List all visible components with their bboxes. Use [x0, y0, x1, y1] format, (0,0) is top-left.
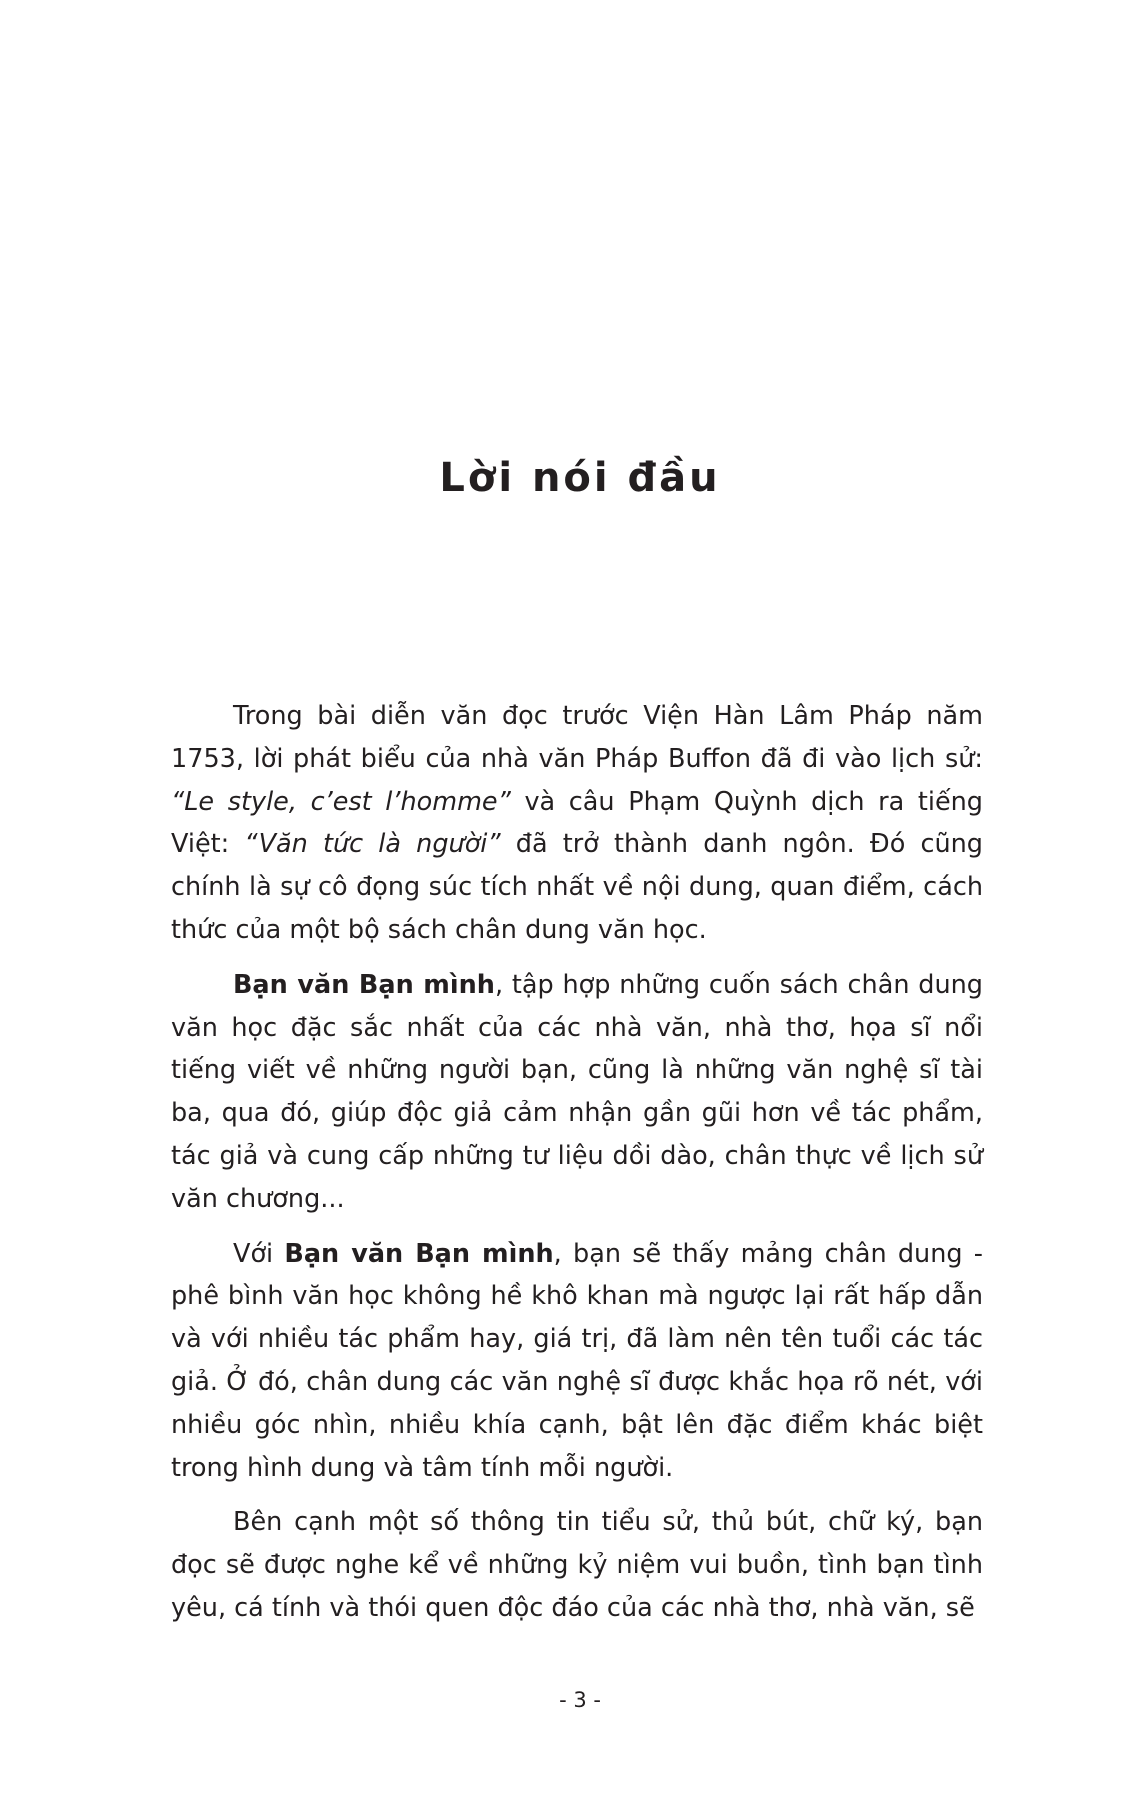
- paragraph-1: [171, 695, 983, 952]
- paragraph-4: [171, 1501, 983, 1629]
- paragraph-1-text: đã trở thành danh ngôn. Đó cũng chính là sự cô đọng súc tích nhất về nội dung, quan điểm, cách thức của một bộ sách chân dung văn học.: [171, 829, 983, 945]
- series-title: Bạn văn Bạn mình: [233, 969, 495, 1000]
- paragraph-1-text: và câu Phạm Quỳnh dịch ra tiếng Việt:: [171, 786, 983, 860]
- french-quote: “Le style, c’est l’homme”: [171, 786, 511, 817]
- paragraph-3-text: Với: [233, 1238, 285, 1269]
- paragraph-4-text: Bên cạnh một số thông tin tiểu sử, thủ bút, chữ ký, bạn đọc sẽ được nghe kể về những kỷ niệm vui buồn, tình bạn tình yêu, cá tính và thói quen độc đáo của các nhà thơ, nhà văn, sẽ: [171, 1507, 983, 1623]
- vietnamese-quote: “Văn tức là người”: [244, 829, 501, 860]
- paragraph-3: [171, 1233, 983, 1490]
- page-title: Lời nói đầu: [439, 455, 721, 501]
- paragraph-2-text: , tập hợp những cuốn sách chân dung văn học đặc sắc nhất của các nhà văn, nhà thơ, họa sĩ nổi tiếng viết về những người bạn, cũng là những văn nghệ sĩ tài ba, qua đó, giúp độc giả cảm nhận gần gũi hơn về tác phẩm, tác giả và cung cấp những tư liệu dồi dào, chân thực về lịch sử văn chương...: [171, 969, 983, 1214]
- paragraph-2: [171, 964, 983, 1221]
- paragraph-3-text: , bạn sẽ thấy mảng chân dung - phê bình văn học không hề khô khan mà ngược lại rất hấp dẫn và với nhiều tác phẩm hay, giá trị, đã làm nên tên tuổi các tác giả. Ở đó, chân dung các văn nghệ sĩ được khắc họa rõ nét, với nhiều góc nhìn, nhiều khía cạnh, bật lên đặc điểm khác biệt trong hình dung và tâm tính mỗi người.: [171, 1238, 983, 1483]
- page-number: - 3 -: [559, 1688, 601, 1712]
- paragraph-1-text: Trong bài diễn văn đọc trước Viện Hàn Lâm Pháp năm 1753, lời phát biểu của nhà văn Pháp Buffon đã đi vào lịch sử:: [171, 701, 983, 774]
- body-text: [171, 695, 983, 1630]
- series-title: Bạn văn Bạn mình: [284, 1238, 554, 1269]
